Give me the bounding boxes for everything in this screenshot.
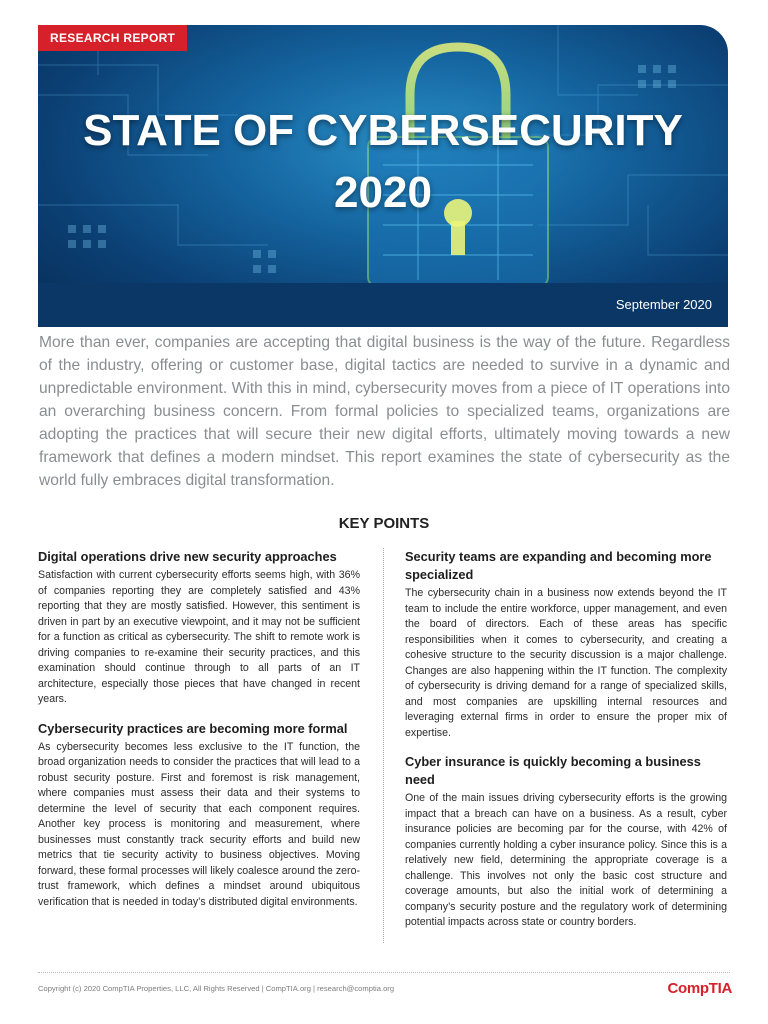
key-point-body: As cybersecurity becomes less exclusive to the IT function, the broad organization needs to consider the practices that will lead to a robust security posture. First and foremost is risk management, where companies must assess their data and their systems to determine the level of security that each component requires. Another key process is monitoring and measurement, where businesses must constantly track security efforts and build new metrics that tie security activity to business objectives. Moving forward, these formal processes will likely coalesce around the zero-trust framework, which defines a mindset around ubiquitous verification that is needed in today’s distributed digital environments. <box>38 740 360 908</box>
key-point <box>38 720 360 911</box>
key-point <box>38 548 360 708</box>
key-point <box>405 548 727 741</box>
title-line-1: STATE OF CYBERSECURITY <box>83 106 683 155</box>
report-title <box>38 100 728 224</box>
key-point-body: Satisfaction with current cybersecurity efforts seems high, with 36% of companies reporting they are completely satisfied and 43% reporting that they are mostly satisfied. However, this sentiment is driven in part by an executive viewpoint, and it may not be sufficient for a function as critical as cybersecurity. The shift to remote work is driving companies to re-examine their security practices, and this examination should continue through to all parts of an IT architecture, especially those pieces that have changed in recent years. <box>38 569 360 705</box>
key-point-body: One of the main issues driving cybersecurity efforts is the growing impact that a breach can have on a business. As a result, cyber insurance policies are becoming par for the course, with 42% of companies currently holding a cyber insurance policy. Since this is a relatively new field, determining the appropriate coverage is a challenge. This involves not only the basic cost structure and coverage amounts, but also the initial work of determining a company’s security posture and the regulatory work of determining potential impacts across state or country borders. <box>405 792 727 928</box>
right-column <box>405 548 727 943</box>
key-point-heading: Digital operations drive new security approaches <box>38 549 337 564</box>
key-point <box>405 753 727 931</box>
comptia-logo: CompTIA <box>667 980 732 997</box>
left-column <box>38 548 360 922</box>
key-point-heading: Security teams are expanding and becoming more specialized <box>405 549 712 582</box>
key-point-body: The cybersecurity chain in a business now extends beyond the IT team to include the entire workforce, upper management, and even the board of directors. Each of these areas has specific responsibilities when it comes to cybersecurity, and creating a cohesive structure to the security discussion is a major challenge. Changes are also happening within the IT function. The complexity of cybersecurity is driving demand for a range of specialized skills, and most companies are upskilling internal resources and leveraging external firms in order to ensure the proper mix of expertise. <box>405 587 727 739</box>
intro-paragraph: More than ever, companies are accepting that digital business is the way of the future. Regardless of the industry, offering or customer base, digital tactics are needed to survive in a dynamic and unpredictable environment. With this in mind, cybersecurity moves from a piece of IT operations into an overarching business concern. From formal policies to specialized teams, organizations are adopting the practices that will secure their new digital efforts, ultimately moving towards a new framework that defines a modern mindset. This report examines the state of cybersecurity as the world fully embraces digital transformation. <box>39 334 730 489</box>
title-line-2: 2020 <box>334 168 432 217</box>
key-points-heading: KEY POINTS <box>338 515 430 532</box>
column-divider <box>383 548 384 943</box>
key-point-heading: Cybersecurity practices are becoming more formal <box>38 720 348 736</box>
key-point-heading: Cyber insurance is quickly becoming a business need <box>405 754 701 787</box>
footer-copyright: Copyright (c) 2020 CompTIA Properties, LLC, All Rights Reserved | CompTIA.org | research@comptia.org <box>38 984 395 993</box>
report-date: September 2020 <box>615 297 712 312</box>
date-band <box>38 283 728 327</box>
research-report-tag: RESEARCH REPORT <box>38 25 187 51</box>
footer-divider <box>38 972 730 973</box>
